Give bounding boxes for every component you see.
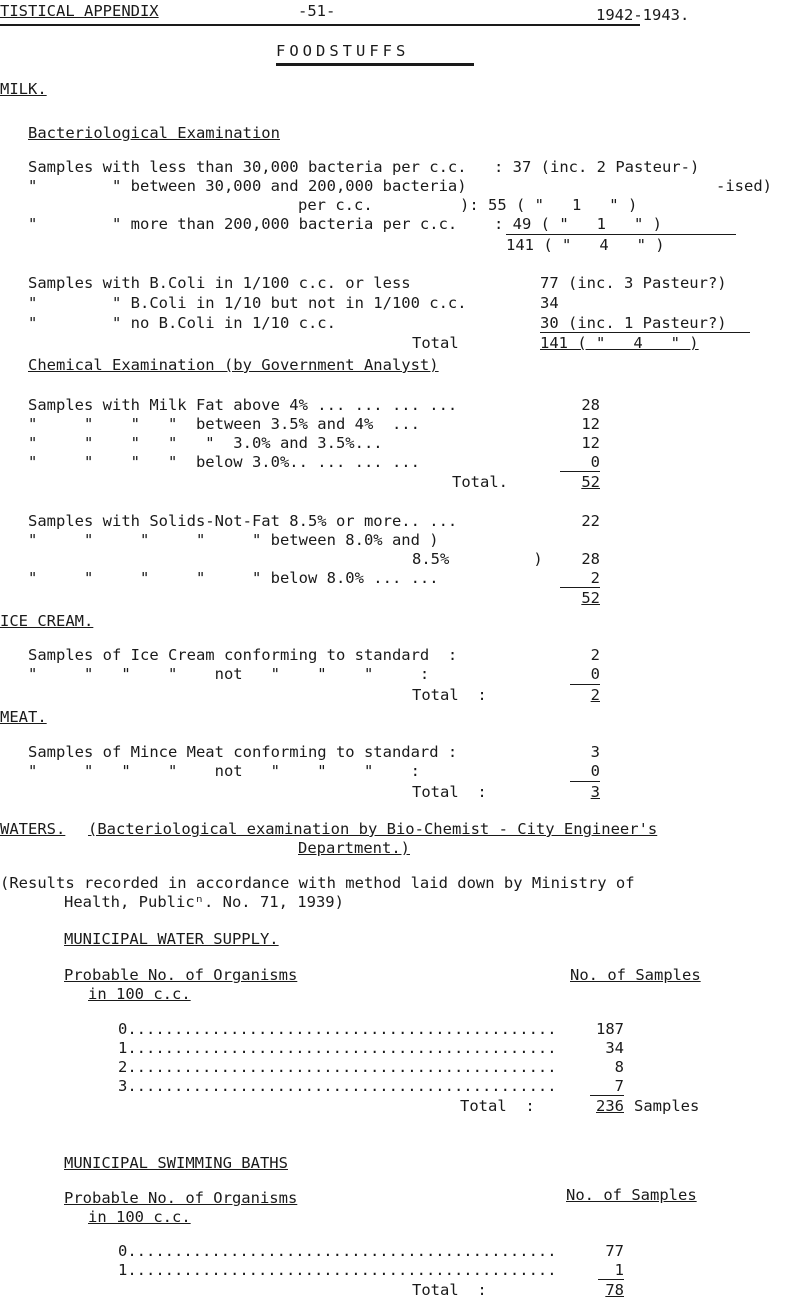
swimming-heading: MUNICIPAL SWIMMING BATHS <box>64 1154 288 1172</box>
meat-row-2-value: 0 <box>590 762 600 780</box>
meat-row-2-label: " " " " not " " " : <box>28 762 420 780</box>
waters-heading: WATERS. <box>0 820 66 838</box>
bact-row-4-value: : 49 ( " 1 " ) <box>494 215 662 233</box>
header-left: TISTICAL APPENDIX <box>0 2 159 20</box>
coli-row-1-label: Samples with B.Coli in 1/100 c.c. or less <box>28 274 411 292</box>
water-supply-total-label: Total : <box>460 1097 535 1115</box>
snf-row-2-label: " " " " " between 8.0% and ) <box>28 531 439 549</box>
ice-row-2-value: 0 <box>590 665 600 683</box>
meat-total-value: 3 <box>590 783 600 801</box>
water-supply-total-value: 236 <box>596 1097 624 1115</box>
snf-total-value: 52 <box>581 589 600 607</box>
swimming-row-1-label: 1.............................................. <box>118 1261 557 1279</box>
snf-row-4-label: " " " " " below 8.0% ... ... <box>28 569 439 587</box>
bact-row-1-label: Samples with less than 30,000 bacteria per c.c. <box>28 158 467 176</box>
bact-row-3-label: per c.c. <box>298 196 373 214</box>
swimming-row-0-label: 0.............................................. <box>118 1242 557 1260</box>
waters-note-2b: Health, Publicⁿ. No. 71, 1939) <box>64 893 344 911</box>
fat-row-2-label: " " " " between 3.5% and 4% ... <box>28 415 420 433</box>
title-underline <box>276 63 474 66</box>
snf-total-rule <box>560 587 600 588</box>
fat-total-label: Total. <box>452 473 508 491</box>
water-supply-row-3-label: 3.............................................. <box>118 1077 557 1095</box>
ice-row-1-value: 2 <box>590 646 600 664</box>
fat-total-value: 52 <box>581 473 600 491</box>
meat-row-1-value: 3 <box>590 743 600 761</box>
snf-row-3-label: 8.5% ) <box>412 550 543 568</box>
fat-row-4-label: " " " " below 3.0%.. ... ... ... <box>28 453 420 471</box>
ice-cream-heading: ICE CREAM. <box>0 612 94 630</box>
coli-row-3-value: 30 (inc. 1 Pasteur?) <box>540 314 727 332</box>
swimming-total-label: Total : <box>412 1281 487 1299</box>
swimming-total-rule <box>598 1279 624 1280</box>
snf-row-1-value: 22 <box>581 512 600 530</box>
bact-total-rule <box>506 234 736 235</box>
coli-row-2-value: 34 <box>540 294 559 312</box>
bact-row-2-label: " " between 30,000 and 200,000 bacteria) <box>28 177 467 195</box>
swimming-col2: No. of Samples <box>566 1186 697 1204</box>
waters-note-1: (Bacteriological examination by Bio-Chemist - City Engineer's <box>88 820 658 838</box>
water-supply-total-rule <box>590 1095 624 1096</box>
waters-note-1b: Department.) <box>298 839 410 857</box>
snf-row-1-label: Samples with Solids-Not-Fat 8.5% or more.. ... <box>28 512 458 530</box>
water-supply-row-1-value: 34 <box>605 1039 624 1057</box>
water-supply-col2: No. of Samples <box>570 966 701 984</box>
water-supply-row-1-label: 1.............................................. <box>118 1039 557 1057</box>
swimming-row-1-value: 1 <box>614 1261 624 1279</box>
header-rule <box>0 24 640 26</box>
meat-heading: MEAT. <box>0 708 47 726</box>
waters-note-2: (Results recorded in accordance with method laid down by Ministry of <box>0 874 635 892</box>
water-supply-row-0-label: 0.............................................. <box>118 1020 557 1038</box>
meat-total-label: Total : <box>412 783 487 801</box>
ice-total-rule <box>570 684 600 685</box>
milk-heading: MILK. <box>0 80 47 98</box>
swimming-row-0-value: 77 <box>605 1242 624 1260</box>
snf-row-3-value: 28 <box>581 550 600 568</box>
page-title: FOODSTUFFS <box>276 42 410 60</box>
water-supply-total-suffix: Samples <box>634 1097 700 1115</box>
water-supply-row-2-value: 8 <box>614 1058 624 1076</box>
chem-heading: Chemical Examination (by Government Analyst) <box>28 356 439 374</box>
ice-row-1-label: Samples of Ice Cream conforming to standard : <box>28 646 458 664</box>
coli-row-1-value: 77 (inc. 3 Pasteur?) <box>540 274 727 292</box>
water-supply-row-2-label: 2.............................................. <box>118 1058 557 1076</box>
water-supply-row-3-value: 7 <box>614 1077 624 1095</box>
bact-row-3-value: ): 55 ( " 1 " ) <box>460 196 638 214</box>
bact-row-1-value: : 37 (inc. 2 Pasteur-) <box>494 158 700 176</box>
fat-row-3-value: 12 <box>581 434 600 452</box>
swimming-total-value: 78 <box>605 1281 624 1299</box>
fat-row-3-label: " " " " " 3.0% and 3.5%... <box>28 434 383 452</box>
fat-row-1-value: 28 <box>581 396 600 414</box>
fat-total-rule <box>560 471 600 472</box>
water-supply-col1b: in 100 c.c. <box>88 985 191 1003</box>
snf-row-4-value: 2 <box>590 569 600 587</box>
fat-row-2-value: 12 <box>581 415 600 433</box>
ice-total-value: 2 <box>590 686 600 704</box>
coli-total-value: 141 ( " 4 " ) <box>540 334 699 352</box>
ice-total-label: Total : <box>412 686 487 704</box>
bact-row-4-label: " " more than 200,000 bacteria per c.c. <box>28 215 458 233</box>
water-supply-col1: Probable No. of Organisms <box>64 966 298 984</box>
swimming-col1b: in 100 c.c. <box>88 1208 191 1226</box>
fat-row-1-label: Samples with Milk Fat above 4% ... ... ... ... <box>28 396 458 414</box>
header-year: 1942-1943. <box>596 6 690 24</box>
swimming-col1: Probable No. of Organisms <box>64 1189 298 1207</box>
meat-row-1-label: Samples of Mince Meat conforming to standard : <box>28 743 458 761</box>
page-number: -51- <box>298 2 336 20</box>
fat-row-4-value: 0 <box>590 453 600 471</box>
meat-total-rule <box>570 781 600 782</box>
coli-total-rule <box>540 332 750 333</box>
water-supply-heading: MUNICIPAL WATER SUPPLY. <box>64 930 279 948</box>
coli-total-label: Total <box>412 334 459 352</box>
bact-total-value: 141 ( " 4 " ) <box>506 236 665 254</box>
bact-row-2-value: -ised) <box>716 177 772 195</box>
ice-row-2-label: " " " " not " " " : <box>28 665 430 683</box>
coli-row-3-label: " " no B.Coli in 1/10 c.c. <box>28 314 336 332</box>
water-supply-row-0-value: 187 <box>596 1020 624 1038</box>
coli-row-2-label: " " B.Coli in 1/10 but not in 1/100 c.c. <box>28 294 467 312</box>
bact-heading: Bacteriological Examination <box>28 124 280 142</box>
